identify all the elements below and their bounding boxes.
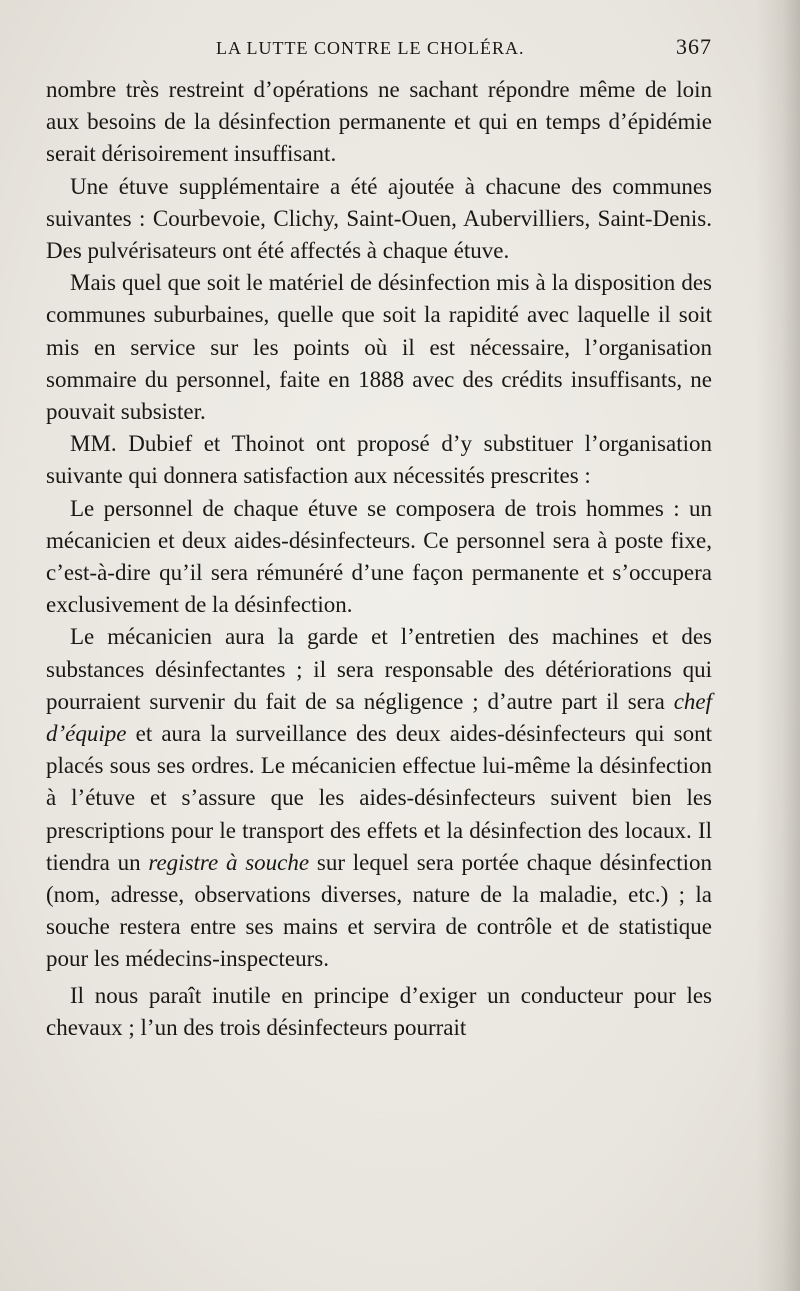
italic-registre-souche: registre à souche [148,849,310,875]
paragraph-materiel-desinfection: Mais quel que soit le matériel de désinfection mis à la disposition des communes suburbaines, quelle que soit la rapidité avec laquelle il soit mis en service sur les points où il est nécessaire, l’organisation sommaire du personnel, faite en 1888 avec des crédits insuffisants, ne pouvait subsister. [46,270,712,425]
mecanicien-text-part-1: Le mécanicien aura la garde et l’entretien des machines et des substances désinfectantes ; il sera responsable des détériorations qui pourraient survenir du fait de sa négligence ; d’autre part il sera [46,624,712,714]
paragraph-continuation: nombre très restreint d’opérations ne sachant répondre même de loin aux besoins de la désinfection permanente et qui en temps d’épidémie serait dérisoirement insuffisant. [46,77,712,167]
italic-chef-equipe: chef d’équipe [46,688,712,747]
running-header [216,34,712,74]
paragraph-conducteur-chevaux: Il nous paraît inutile en principe d’exiger un conducteur pour les chevaux ; l’un des trois désinfecteurs pourrait [46,982,712,1040]
running-title: LA LUTTE CONTRE LE CHOLÉRA. [216,38,525,58]
paragraph-etuve-supplementaire: Une étuve supplémentaire a été ajoutée à chacune des communes suivantes : Courbevoie, Clichy, Saint-Ouen, Aubervilliers, Saint-Denis. Des pulvérisateurs ont été affectés à chaque étuve. [46,173,712,264]
page-number: 367 [676,34,712,59]
paragraph-dubief-thoinot: MM. Dubief et Thoinot ont proposé d’y substituer l’organisation suivante qui donnera satisfaction aux nécessités prescrites : [46,431,712,489]
body-text [46,74,712,1044]
mecanicien-text-part-3: sur lequel sera portée chaque désinfection (nom, adresse, observations diverses, nature de la maladie, etc.) ; la souche restera entre ses mains et servira de contrôle et de statistique pour les médecins-inspecteurs. [46,849,712,972]
mecanicien-text-part-2: et aura la surveillance des deux aides-désinfecteurs qui sont placés sous ses ordres. Le mécanicien effectue lui-même la désinfection à l’étuve et s’assure que les aides-désinfecteurs suivent bien les prescriptions pour le transport des effets et la désinfection des locaux. Il tiendra un [46,721,712,875]
paragraph-mecanicien [46,621,712,975]
paragraph-personnel-etuve: Le personnel de chaque étuve se composera de trois hommes : un mécanicien et deux aides-désinfecteurs. Ce personnel sera à poste fixe, c’est-à-dire qu’il sera rémunéré d’une façon permanente et s’occupera exclusivement de la désinfection. [46,495,712,618]
page-edge-shadow [756,0,800,1291]
